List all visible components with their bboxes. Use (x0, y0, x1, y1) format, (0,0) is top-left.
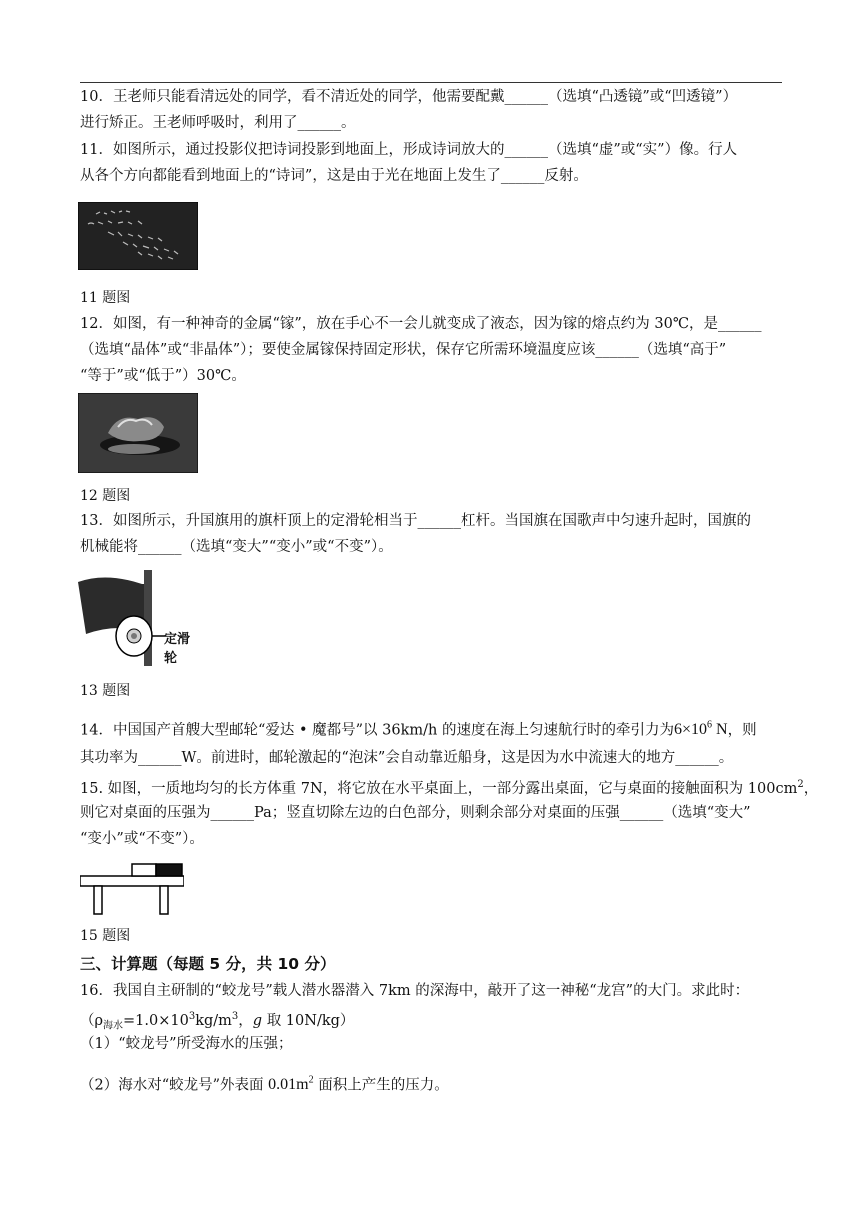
q14-force-unit: N (716, 721, 728, 739)
q13-figure-flagpole-pulley (78, 570, 202, 670)
q16-part2 (80, 1068, 784, 1098)
q14-force-exp: 6 (707, 720, 713, 731)
header-rule (80, 82, 782, 83)
q15-line3: “变小”或“不变”）。 (80, 831, 204, 847)
q16-part1: （1）“蛟龙号”所受海水的压强； (80, 1036, 293, 1052)
q15-line1-text: 15. 如图，一质地均匀的长方体重 7N，将它放在水平桌面上，一部分露出桌面，它与桌面的接触面积为 100cm (80, 780, 798, 797)
q13-line2: 机械能将______（选填“变大”“变小”或“不变”）。 (80, 539, 393, 555)
q16-area-sup: 2 (308, 1075, 314, 1086)
q10-line1: 10．王老师只能看清远处的同学，看不清近处的同学，他需要配戴______（选填“凸透镜”或“凹透镜”） (80, 89, 738, 105)
q16-given-g: g (252, 1012, 263, 1029)
q16-given-g-value: 取 10N/kg） (262, 1012, 355, 1029)
q11-caption: 11 题图 (80, 290, 131, 306)
q16-line1: 16．我国自主研制的“蛟龙号”载人潜水器潜入 7km 的深海中，敲开了这一神秘“龙宫”的大门。求此时： (80, 983, 750, 999)
q10-line2: 进行矫正。王老师呼吸时，利用了______。 (80, 115, 356, 131)
q12-figure-gallium-photo (78, 393, 198, 477)
q15-line1 (80, 772, 819, 802)
q14-force-value (674, 721, 728, 738)
q15-line1-tail: ， (803, 780, 819, 797)
q16-given-sup: 3 (188, 1011, 196, 1022)
q16-given-sup2: 3 (231, 1011, 239, 1022)
section3-title: 三、计算题（每题 5 分，共 10 分） (80, 955, 336, 973)
q13-line1: 13．如图所示，升国旗用的旗杆顶上的定滑轮相当于______杠杆。当国旗在国歌声中匀速升起时，国旗的 (80, 513, 751, 529)
q11-figure-projection-photo (78, 202, 198, 274)
q16-given-unit: kg/m (195, 1012, 232, 1029)
q16-part2-tail: 面积上产生的压力。 (313, 1077, 449, 1094)
q12-line1: 12．如图，有一种神奇的金属“镓”，放在手心不一会儿就变成了液态，因为镓的熔点约为 30℃，是______ (80, 316, 762, 332)
q12-caption: 12 题图 (80, 488, 131, 504)
q13-fig-label: 定滑轮 (164, 632, 191, 666)
q16-given-value: =1.0×10 (123, 1012, 189, 1029)
q15-line1-sup: 2 (797, 779, 804, 790)
q14-line1-tail: ，则 (727, 722, 757, 739)
q15-caption: 15 题图 (80, 928, 131, 944)
q14-line2: 其功率为______W。前进时，邮轮激起的“泡沫”会自动靠近船身，这是因为水中流速大的地方______。 (80, 750, 734, 766)
q16-area-base: 0.01m (268, 1076, 309, 1094)
q16-part2-text: （2）海水对“蛟龙号”外表面 (80, 1077, 269, 1094)
q14-line1-text: 14．中国国产首艘大型邮轮“爱达 • 魔都号”以 36km/h 的速度在海上匀速航行时的牵引力为 (80, 722, 674, 739)
q12-line2: （选填“晶体”或“非晶体”）；要使金属镓保持固定形状，保存它所需环境温度应该______（选填“高于” (80, 342, 727, 358)
q14-line1 (80, 713, 784, 743)
q16-area-value (268, 1076, 313, 1093)
q15-figure-block-on-table (80, 862, 184, 920)
q13-caption: 13 题图 (80, 683, 131, 699)
q16-given-sep: ， (238, 1012, 253, 1029)
q14-force-base: 6×10 (673, 721, 708, 739)
q16-given-rho: （ρ (80, 1012, 104, 1029)
q12-line3: “等于”或“低于”）30℃。 (80, 368, 246, 384)
q11-line2: 从各个方向都能看到地面上的“诗词”，这是由于光在地面上发生了______反射。 (80, 168, 588, 184)
q15-line2: 则它对桌面的压强为______Pa；竖直切除左边的白色部分，则剩余部分对桌面的压强______（选填“变大” (80, 805, 751, 821)
q16-given-sub: 海水 (103, 1020, 124, 1032)
q11-line1: 11．如图所示，通过投影仪把诗词投影到地面上，形成诗词放大的______（选填“虚”或“实”）像。行人 (80, 142, 738, 158)
